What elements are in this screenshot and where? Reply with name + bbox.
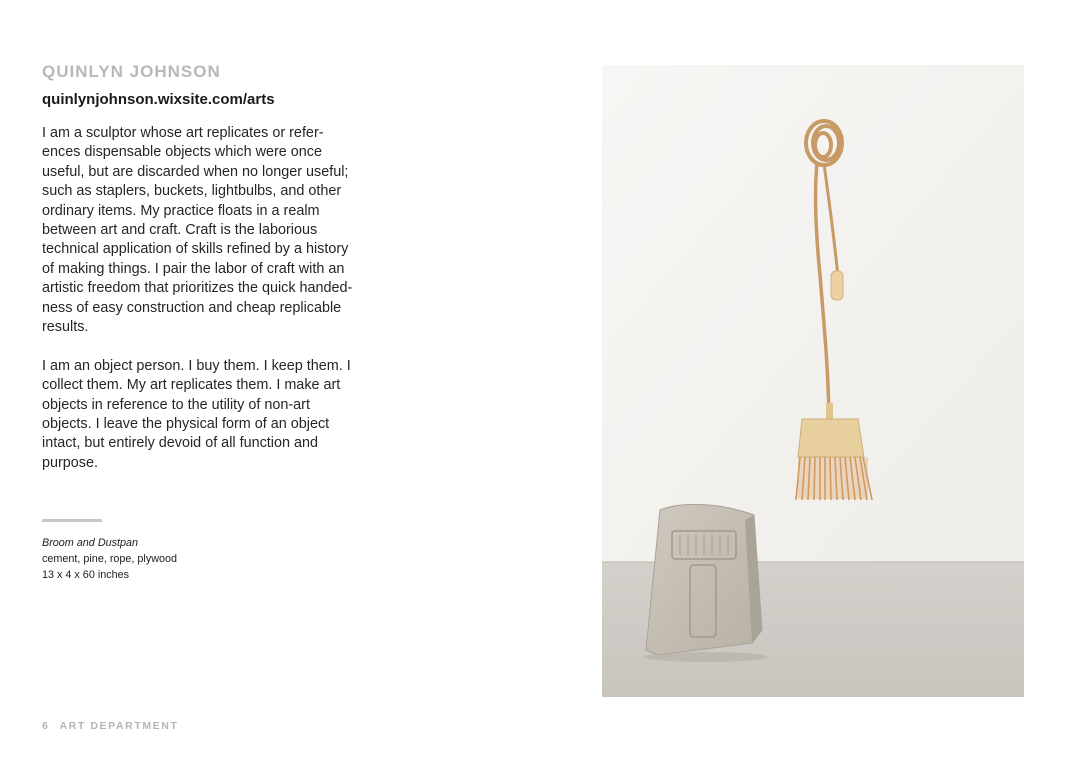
section-name: ART DEPARTMENT <box>59 720 179 732</box>
broom-head <box>798 419 864 457</box>
artist-website-link[interactable]: quinlynjohnson.wixsite.com/arts <box>42 91 275 108</box>
artwork-materials: cement, pine, rope, plywood <box>42 553 178 565</box>
caption-divider <box>42 519 102 522</box>
page-number: 6 <box>42 720 50 732</box>
cement-dustpan <box>646 504 762 655</box>
page-footer <box>42 720 179 732</box>
artwork-photo <box>602 65 1024 697</box>
artwork-caption <box>42 535 177 583</box>
dustpan-shadow <box>644 652 768 662</box>
artwork-title: Broom and Dustpan <box>42 537 139 549</box>
artist-name: QUINLYN JOHNSON <box>42 62 221 81</box>
artwork-dimensions: 13 x 4 x 60 inches <box>42 569 130 581</box>
artist-statement <box>42 124 360 473</box>
wooden-peg <box>831 271 843 300</box>
broom-handle-top <box>826 403 833 421</box>
bristle-fill <box>798 457 868 499</box>
statement-paragraph-1: I am a sculptor whose art replicates or refer- ences dispensable objects which were once useful, but are discarded when no longer useful; such as staplers, buckets, lightbulbs, and other ordinary items. My practice floats in a realm between art and craft. Craft is the laborious technical application of skills refined by a history of making things. I pair the labor of craft with an artistic freedom that prioritizes the quick handed-ness of easy construction and cheap replicable results. <box>42 125 353 336</box>
statement-paragraph-2: I am an object person. I buy them. I keep them. I collect them. My art replicates them. I make art objects in reference to the utility of non-art objects. I leave the physical form of an object intact, but entirely devoid of all function and purpose. <box>42 357 351 471</box>
